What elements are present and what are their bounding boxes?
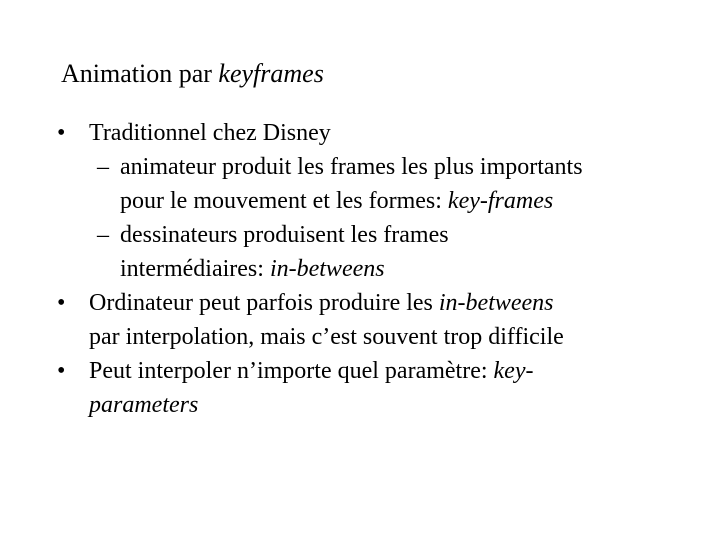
slide-title [61, 56, 324, 92]
dash-marker: – [97, 222, 109, 248]
bullet-item-ordinateur [0, 286, 669, 354]
bullet-text-plain: Ordinateur peut parfois produire les [89, 290, 439, 316]
slide-body [0, 116, 720, 422]
bullet-text-cont: par interpolation, mais c’est souvent trop difficile [89, 324, 564, 350]
bullet-marker: • [57, 358, 66, 384]
sub-item-text-plain: pour le mouvement et les formes: [120, 188, 448, 214]
sub-item-text-cont [120, 184, 665, 218]
bullet-marker: • [57, 290, 66, 316]
bullet-item-disney [0, 116, 669, 150]
bullet-text [89, 354, 669, 388]
sub-item-italic: in-betweens [269, 256, 385, 282]
sub-item-italic: key-frames [447, 188, 554, 214]
slide-title-text: Animation par [61, 59, 219, 88]
bullet-text-plain: Peut interpoler n’importe quel paramètre: [89, 358, 494, 384]
bullet-marker: • [57, 120, 66, 146]
bullet-text [89, 286, 669, 320]
bullet-item-interpoler [0, 354, 669, 422]
sub-item-text-plain: intermédiaires: [120, 256, 270, 282]
dash-marker: – [97, 154, 109, 180]
bullet-italic: in-betweens [438, 290, 554, 316]
bullet-text-cont [89, 388, 669, 422]
sub-item-dessinateurs [0, 218, 665, 286]
bullet-italic: key- [493, 358, 534, 384]
bullet-italic-cont: parameters [89, 392, 199, 418]
sub-item-animateur [0, 150, 665, 218]
sub-item-text-cont [120, 252, 665, 286]
sub-item-text: dessinateurs produisent les frames [120, 222, 449, 248]
slide-title-italic: keyframes [218, 59, 324, 88]
sub-item-text: animateur produit les frames les plus importants [120, 154, 583, 180]
bullet-text: Traditionnel chez Disney [89, 120, 331, 146]
